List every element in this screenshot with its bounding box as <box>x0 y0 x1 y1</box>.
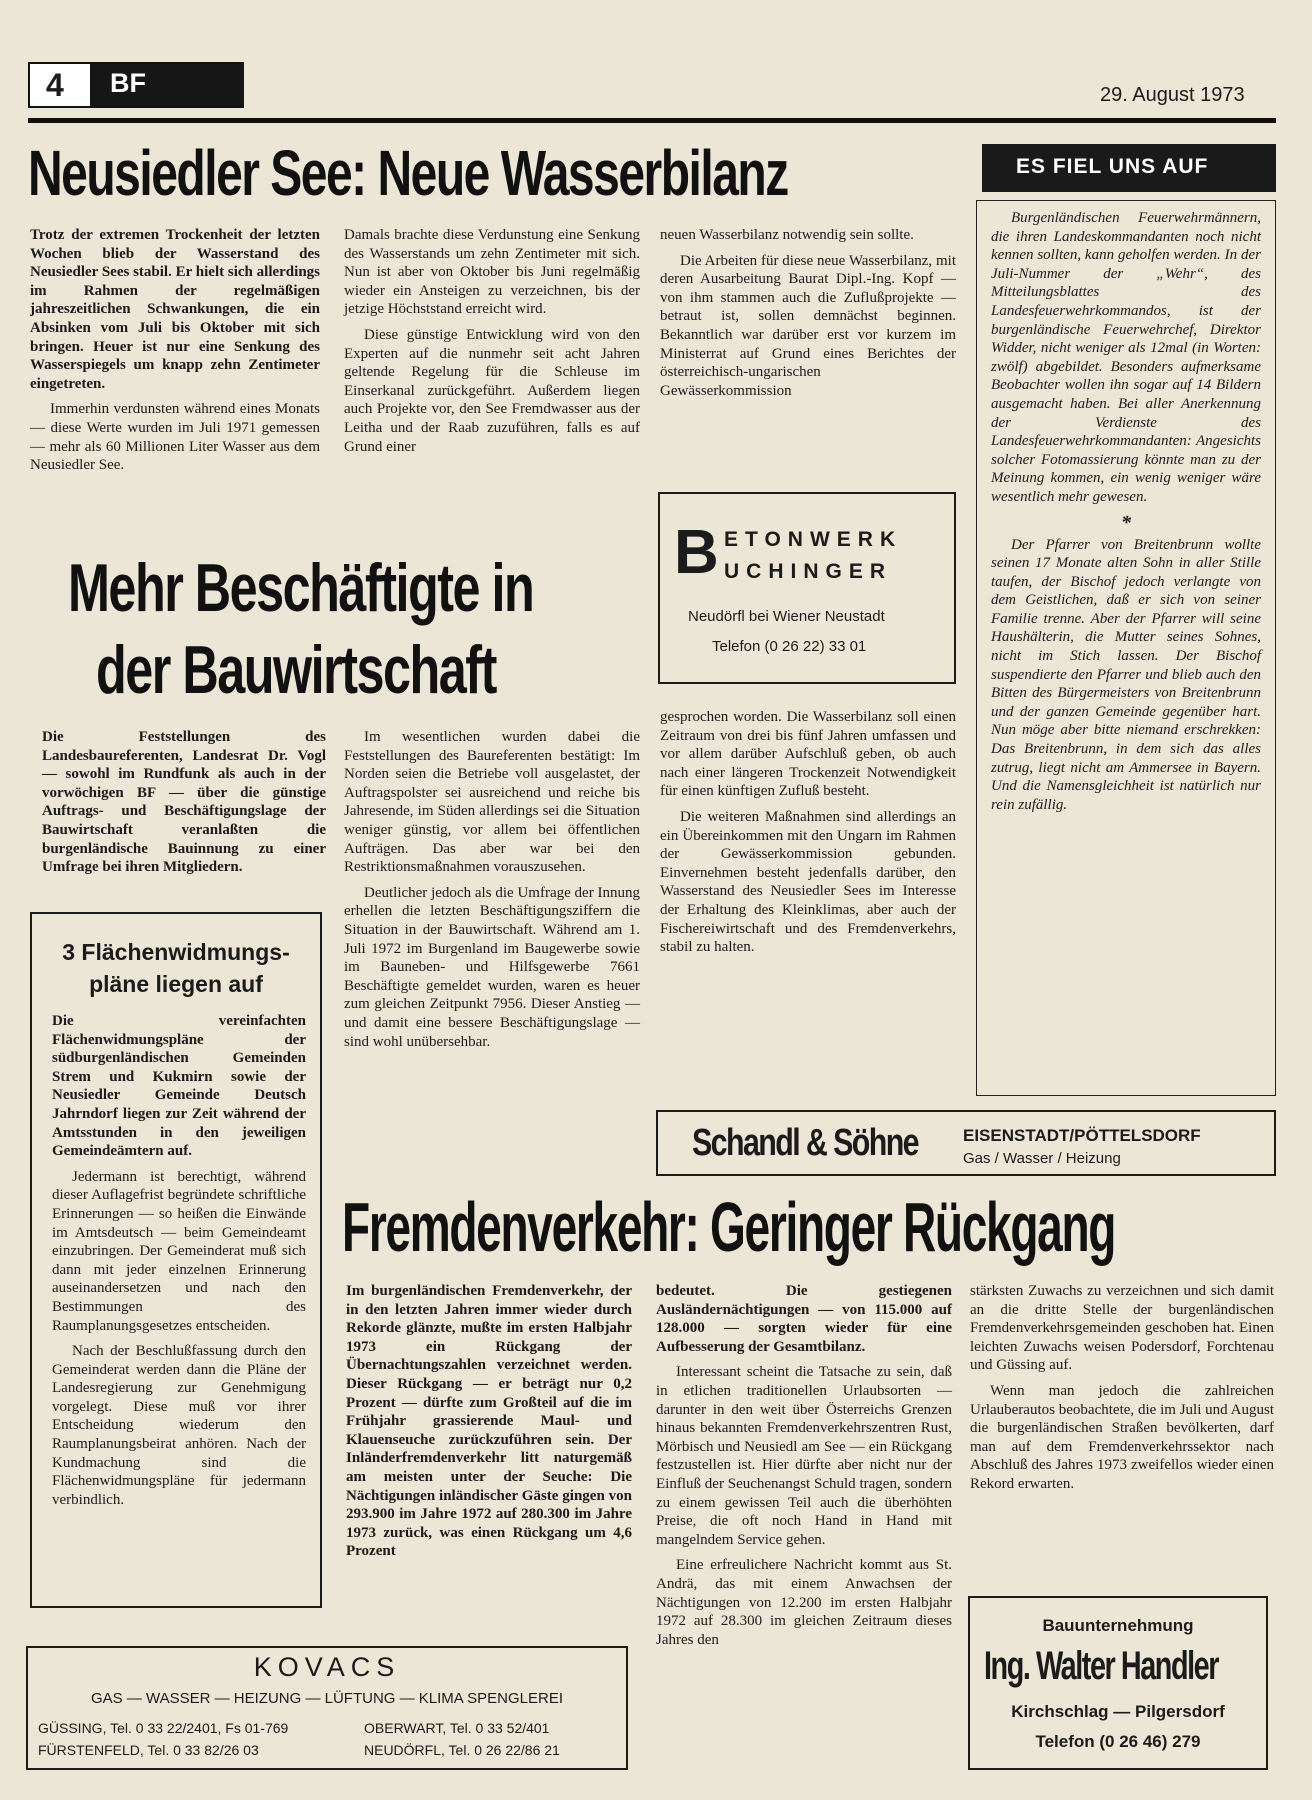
box-plaene-text <box>52 1012 306 1516</box>
ad-schandl-trade: Gas / Wasser / Heizung <box>963 1150 1121 1167</box>
ad-handler-places: Kirchschlag — Pilgersdorf <box>1011 1702 1225 1721</box>
page-number-box <box>28 62 244 108</box>
box-plaene-headline-line1: 3 Flächenwidmungs- <box>62 939 290 965</box>
tourism-paragraph: Wenn man jedoch die zahlreichen Urlauberautos beobachtete, die im Juli und August die burgenländischen Straßen bevölkerten, darf man auf dem Fremdenverkehrssektor nach Abschluß des Jahres 1973 zweifellos wieder einen Rekord erwarten. <box>970 1382 1274 1492</box>
ad-kovacs-address: GÜSSING, Tel. 0 33 22/2401, Fs 01-769 <box>38 1720 289 1736</box>
bau-paragraph: Im wesentlichen wurden dabei die Feststellungen des Baureferenten bestätigt: Im Norden seien die Betriebe voll ausgelastet, der Auftragspolster sei ausreichend und reiche bis Jahresende, im Süden allerdings sei die Situation weniger günstig, vor allem bei öffentlichen Aufträgen. Das aber war bei den Restriktionsmaßnahmen vorauszusehen. <box>344 729 640 876</box>
column-separator: * <box>1121 511 1131 534</box>
column-box-text <box>991 209 1261 821</box>
issue-date: 29. August 1973 <box>1100 84 1245 106</box>
box-plaene-headline <box>32 936 320 1000</box>
ad-kovacs-address: NEUDÖRFL, Tel. 0 26 22/86 21 <box>364 1742 560 1758</box>
article-bau-col1 <box>42 728 326 884</box>
article-lake-col3-cont <box>660 708 956 964</box>
article-bau-col2 <box>344 728 640 1058</box>
headline-tourism: Fremdenverkehr: Geringer Rückgang <box>342 1188 1116 1266</box>
column-box-title <box>982 144 1276 192</box>
headline-lake: Neusiedler See: Neue Wasserbilanz <box>28 137 788 209</box>
bau-paragraph: Deutlicher jedoch als die Umfrage der Innung erhellen die letzten Beschäftigungsziffern die Situation in der Bauwirtschaft. Während am 1. Juli 1972 im Burgenland im Baugewerbe sowie im Bauneben- und Hilfsgewerbe 7661 Beschäftigte gemeldet wurden, waren es heuer zum gleichen Zeitpunkt 7956. Dieser Anstieg — und damit eine bessere Beschäftigungslage — sind wohl unübersehbar. <box>344 884 640 1050</box>
article-tourism-col1 <box>346 1282 632 1568</box>
ad-handler-title: Bauunternehmung <box>1042 1616 1194 1635</box>
article-tourism-col2 <box>656 1282 952 1656</box>
ad-kovacs <box>26 1646 628 1770</box>
article-lake-col2 <box>344 226 640 463</box>
column-item: Burgenländischen Feuerwehrmännern, die ihren Landeskommandanten noch nicht kennen sollten, kann geholfen werden. In der Juli-Nummer der „Wehr“, des Mitteilungsblattes des Landesfeuerwehrkommandos, ist der burgenländische Feuerwehrchef, Direktor Widder, nicht weniger als 12mal (in Worten: zwölf) abgebildet. Besonders aufmerksame Beobachter wollen ihn sogar auf 14 Bildern ausgemacht haben. Bei aller Anerkennung der Verdienste des Landesfeuerwehrkommandanten: Angesichts solcher Fotomassierung könnte man zu der Meinung kommen, ein wenig weniger wäre wesentlich mehr gewesen. <box>991 210 1261 505</box>
headline-bau-line2: der Bauwirtschaft <box>96 632 496 708</box>
lake-paragraph: Damals brachte diese Verdunstung eine Senkung des Wasserstands um zehn Zentimeter mit sich. Nun ist aber von Oktober bis Juni regelmäßig wieder ein Ansteigen zu verzeichnen, bis der jetzige Höchststand erreicht wird. <box>344 227 640 318</box>
plaene-paragraph: Nach der Beschlußfassung durch den Gemeinderat werden dann die Pläne der Landesregierung zur Genehmigung vorgelegt. Diese muß vor ihrer Entscheidung wiederum den Raumplanungsbeirat anhören. Nach der Kundmachung sind die Flächenwidmungspläne für jedermann verbindlich. <box>52 1343 306 1508</box>
ad-schandl-place: EISENSTADT/PÖTTELSDORF <box>963 1126 1201 1145</box>
tourism-paragraph: Interessant scheint die Tatsache zu sein, daß in etlichen traditionellen Urlaubsorten — darunter in den weit über Österreichs Grenzen hinaus bekannten Fremdenverkehrszentren Rust, Mörbisch und Neusiedl am See — ein Rückgang festzustellen ist. Hier dürfte aber nicht nur der Einfluß der Seuchenangst Schuld tragen, sondern zu einem gewissen Teil auch die überhöhten Preise, die oft noch Hand in Hand mit mangelndem Service gehen. <box>656 1364 952 1548</box>
lake-paragraph: Die weiteren Maßnahmen sind allerdings an ein Übereinkommen mit den Ungarn im Rahmen der Gewässerkommission gebunden. Einvernehmen besteht jedenfalls darüber, den Wasserstand des Neusiedler Sees im Interesse der Erhaltung des Kleinklimas, aber auch der Fischereiwirtschaft und des Fremdenverkehrs, stabil zu halten. <box>660 808 956 956</box>
lake-paragraph: Diese günstige Entwicklung wird von den Experten auf die nunmehr seit acht Jahren geltende Regelung für die Schleuse im Einserkanal zurückgeführt. Außerdem liegen auch Projekte vor, den See Fremdwasser aus der Leitha und der Raab zuzuführen, falls es auf Grund einer <box>344 326 640 455</box>
tourism-paragraph: stärksten Zuwachs zu verzeichnen und sich damit an die dritte Stelle der burgenländischen Fremdenverkehrsgemeinden geschoben hat. Einen leichten Zuwachs weisen Podersdorf, Forchtenau und Güssing auf. <box>970 1283 1274 1374</box>
ad-betonwerk-place: Neudörfl bei Wiener Neustadt <box>688 608 885 625</box>
ad-betonwerk-line2: UCHINGER <box>724 560 893 583</box>
lake-paragraph: Immerhin verdunsten während eines Monats — diese Werte wurden im Juli 1971 gemessen — mehr als 60 Millionen Liter Wasser aus dem Neusiedler See. <box>30 401 320 474</box>
page-number: 4 <box>46 67 64 103</box>
ad-betonwerk-line1: ETONWERK <box>724 528 903 551</box>
ad-kovacs-trades: GAS — WASSER — HEIZUNG — LÜFTUNG — KLIMA SPENGLEREI <box>90 1690 564 1707</box>
plaene-paragraph: Jedermann ist berechtigt, während dieser Auflagefrist begründete schriftliche Erinnerungen — so heißen die Einwände im Amtsdeutsch — beim Gemeindeamt einzubringen. Der Gemeinderat muß sich dann mit jeder einzelnen Erinnerung auseinandersetzen und nach den Bestimmungen des Raumplanungsgesetzes entscheiden. <box>52 1168 306 1334</box>
tourism-lead-cont: bedeutet. Die gestiegenen Ausländernächtigungen — von 115.000 auf 128.000 — sorgten wieder für eine Aufbesserung der Gesamtbilanz. <box>656 1283 952 1355</box>
ad-betonwerk-initial: B <box>674 518 719 587</box>
headline-bau-line1: Mehr Beschäftigte in <box>68 550 534 626</box>
ad-handler-phone: Telefon (0 26 46) 279 <box>1035 1732 1201 1751</box>
ad-kovacs-address: FÜRSTENFELD, Tel. 0 33 82/26 03 <box>38 1742 259 1758</box>
article-tourism-col3 <box>970 1282 1274 1501</box>
column-item: Der Pfarrer von Breitenbrunn wollte seinen 17 Monate alten Sohn in aller Stille taufen, der Bischof jedoch verlangte von dem Geistlichen, daß er sich von seiner Familie trenne. Aber der Pfarrer will seine Haushälterin, die Mutter seines Sohnes, nicht im Stich lassen. Der Bischof suspendierte den Pfarrer und blieb auch den Bitten des Bürgermeisters von Breitenbrunn und der ganzen Gemeinde gegenüber hart. Nun möge aber bitte niemand erschrekken: Das Breitenbrunn, in dem sich das alles zutrug, liegt nicht am Ammersee in Bayern. Und die Namensgleichheit ist natürlich nur rein zufällig. <box>991 536 1261 813</box>
lake-lead: Trotz der extremen Trockenheit der letzten Wochen blieb der Wasserstand des Neusiedler Sees stabil. Er hielt sich allerdings im Rahmen der regelmäßigen jahreszeitlichen Schwankungen, die ein Absinken vom Juli bis Oktober mit sich bringen. Heuer ist nur eine Senkung des Wasserspiegels um knapp zehn Zentimeter eingetreten. <box>30 227 320 392</box>
ad-handler-name: Ing. Walter Handler <box>984 1644 1219 1688</box>
box-plaene <box>30 912 322 1608</box>
section-tag <box>90 64 244 106</box>
bau-lead: Die Feststellungen des Landesbaureferenten, Landesrat Dr. Vogl — sowohl im Rundfunk als auch in der vorwöchigen BF — über die günstige Auftrags- und Beschäftigungslage der Bauwirtschaft veranlaßten die burgenländische Bauinnung zu einer Umfrage bei ihren Mitgliedern. <box>42 729 326 876</box>
lake-paragraph: gesprochen worden. Die Wasserbilanz soll einen Zeitraum von drei bis fünf Jahren umfassen und vor allem darüber Aufschluß geben, ob auch nach einer längeren Trockenzeit Notwendigkeit für einen künftigen Zufluß besteht. <box>660 709 956 800</box>
ad-kovacs-address: OBERWART, Tel. 0 33 52/401 <box>364 1720 550 1736</box>
lake-paragraph: Die Arbeiten für diese neue Wasserbilanz, mit deren Ausarbeitung Baurat Dipl.-Ing. Kopf — von ihm stammen auch die Zuflußprojekte — betraut ist, sollen demnächst beginnen. Bekanntlich war darüber erst vor kurzem im Ministerrat auf Grund eines Berichtes der österreichisch-ungarischen Gewässerkommission <box>660 252 956 399</box>
ad-schandl-name: Schandl & Söhne <box>692 1122 918 1164</box>
article-lake-col1 <box>30 226 320 482</box>
masthead-rule <box>28 118 1276 123</box>
ad-handler <box>968 1596 1268 1770</box>
ad-kovacs-name: KOVACS <box>253 1652 401 1682</box>
plaene-lead: Die vereinfachten Flächenwidmungspläne der südburgenländischen Gemeinden Strem und Kukmirn sowie der Neusiedler Gemeinde Deutsch Jahrndorf liegen zur Zeit während der Amtsstunden in den jeweiligen Gemeindeämtern auf. <box>52 1013 306 1160</box>
ad-schandl <box>656 1110 1276 1176</box>
column-box <box>976 200 1276 1096</box>
ad-betonwerk <box>658 492 956 684</box>
box-plaene-headline-line2: pläne liegen auf <box>89 971 263 997</box>
lake-paragraph: neuen Wasserbilanz notwendig sein sollte. <box>660 227 914 243</box>
section-name: BF <box>110 68 146 98</box>
ad-betonwerk-phone: Telefon (0 26 22) 33 01 <box>712 638 867 655</box>
column-box-title-text: ES FIEL UNS AUF <box>1016 155 1209 178</box>
tourism-paragraph: Eine erfreulichere Nachricht kommt aus St. Andrä, das mit einem Anwachsen der Nächtigungen von 12.200 im ersten Halbjahr 1972 auf 28.300 im gleichen Zeitraum dieses Jahres den <box>656 1557 952 1648</box>
tourism-lead: Im burgenländischen Fremdenverkehr, der in den letzten Jahren immer wieder durch Rekorde glänzte, mußte im ersten Halbjahr 1973 ein Rückgang der Übernachtungszahlen verzeichnet werden. Dieser Rückgang — er beträgt nur 0,2 Prozent — dürfte zum Großteil auf die im Frühjahr grassierende Maul- und Klauenseuche zurückzuführen sein. Der Inländerfremdenverkehr litt naturgemäß am meisten unter der Seuche: Die Nächtigungen inländischer Gäste gingen von 293.900 im Jahre 1972 auf 280.300 im Jahre 1973 zurück, was einen Rückgang um 4,6 Prozent <box>346 1283 632 1560</box>
article-lake-col3 <box>660 226 956 407</box>
